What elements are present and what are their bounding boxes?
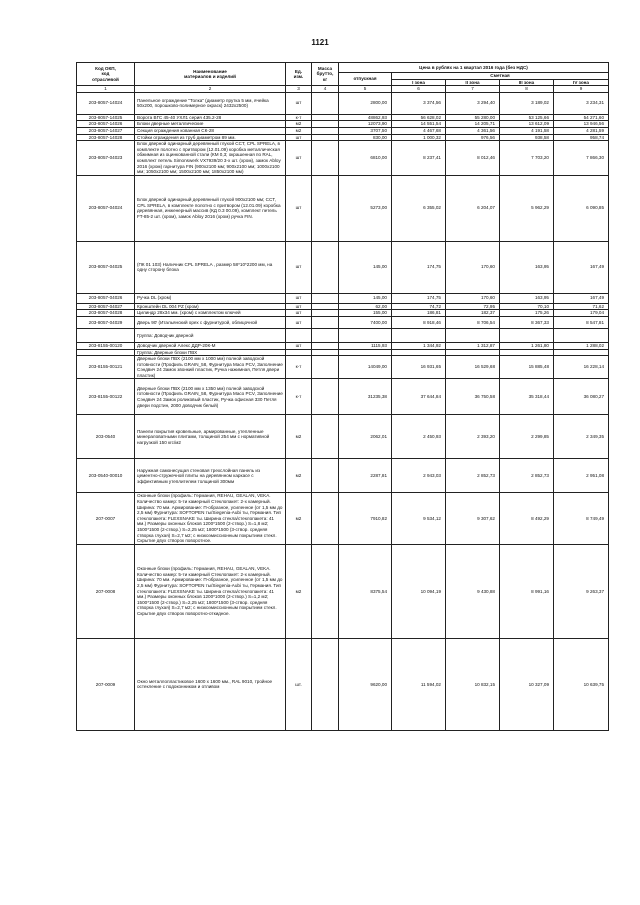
zone1-price-cell: 56 628,02 (392, 114, 446, 121)
name-cell: Блоки дверные металлические (135, 121, 286, 128)
table-row (77, 342, 609, 349)
zone4-price-cell (554, 328, 609, 342)
zone2-price-cell: 8 706,54 (446, 316, 500, 328)
name-cell: Ворота ВГС 45-40 УХЛ1 серия 435.2-28 (135, 114, 286, 121)
name-cell: Группа: Дверные блоки ПВХ (135, 349, 286, 356)
zone3-price-cell: 938,58 (500, 134, 554, 141)
header-code: Код ОКП, код отраслевой (77, 63, 135, 86)
zone2-price-cell: 1 312,87 (446, 342, 500, 349)
mass-cell (312, 328, 339, 342)
name-cell: Дверные блоки ПВХ (2100 мм х 1000 мм) полной заводской готовности (Профиль GRAIN_58, Фурнитура Maco PCV, Заполнение Сэндвич 24 Замок звонкий пластик, Ручка нажимная, Петля двери пластик) (135, 356, 286, 379)
name-cell: Блок дверной одинарный деревянный глухой CCT, CPL SPRELA, в комплекте полотно с притвором (12.01.09) коробка металлическая обжимная из оцинкованной стали (КМ 0,3; окрашенная по RAL, комплект петель Simonswerk VX7939/20 3-х шт. (хром), замок Abloy 2016 (хром) гарнитура FIN (900х2100 мм; 900х2100 мм; 1000х2100 мм; 1050х2100 мм; 1500х2100 мм; 1850х2100 мм) (135, 141, 286, 176)
release-price-cell: 31235,38 (339, 379, 392, 415)
zone4-price-cell: 10 639,75 (554, 638, 609, 730)
zone1-price-cell: 1 000,32 (392, 134, 446, 141)
table-row (77, 638, 609, 730)
release-price-cell: 7400,00 (339, 316, 392, 328)
unit-cell: к-т (286, 356, 312, 379)
code-cell: 203-8057-14027 (77, 127, 135, 134)
code-cell: 203-8057-04027 (77, 303, 135, 310)
header-unit: Ед. изм. (286, 63, 312, 86)
code-cell: 203-8057-04024 (77, 175, 135, 241)
zone1-price-cell: 2 943,03 (392, 459, 446, 493)
unit-cell: шт (286, 92, 312, 114)
zone3-price-cell: 5 962,29 (500, 175, 554, 241)
code-cell: 203-8155-00122 (77, 379, 135, 415)
unit-cell: м2 (286, 127, 312, 134)
zone1-price-cell: 8 918,46 (392, 316, 446, 328)
name-cell: Окно металлопластиковое 1600 х 1600 мм., RAL 9010, тройное остекление с подоконником и отливом (135, 638, 286, 730)
column-index: 4 (312, 86, 339, 93)
zone3-price-cell: 1 261,80 (500, 342, 554, 349)
unit-cell: к-т (286, 114, 312, 121)
zone2-price-cell: 16 529,68 (446, 356, 500, 379)
zone1-price-cell: 9 534,12 (392, 493, 446, 544)
name-cell: Доводчик дверной Алекс ДДР-20К-М (135, 342, 286, 349)
zone3-price-cell: 7 703,20 (500, 141, 554, 176)
page-number: 1121 (311, 38, 329, 47)
table-row (77, 241, 609, 293)
zone1-price-cell: 186,81 (392, 310, 446, 317)
table-row (77, 121, 609, 128)
zone1-price-cell: 3 374,56 (392, 92, 446, 114)
zone2-price-cell: 2 852,73 (446, 459, 500, 493)
release-price-cell: 7910,82 (339, 493, 392, 544)
zone3-price-cell: 163,95 (500, 241, 554, 293)
zone4-price-cell: 8 749,49 (554, 493, 609, 544)
unit-cell (286, 349, 312, 356)
zone4-price-cell: 167,49 (554, 293, 609, 303)
table-row (77, 379, 609, 415)
name-cell: Дверь 90' (Итальянский орех с фурнитурой, облицочной (135, 316, 286, 328)
name-cell: Оконные блоки (профиль: Германия, REHAU, GEALAN, VEKA. Количество камер: 5-ти камерный Стеклопакет: 2-х камерный. Ширина: 70 мм. Армирование: П-образное, усиленное (от 1,5 мм до 2,5 мм) Фурнитура: SOFTOPEN ты/Siegenia-Aubi ты, Германия. Тип стеклопакета: FLEXSNAKE ты. Ширина стекла/стеклопакета: 41 мм.) Размеры оконных блоков 1200*1500 (2-створ.) S=1,8 м2; 1500*1500 (2-створ.) S=2,25 м2; 1800*1500 (3-створ. средняя створка глухая) S=2,7 м2; с низкоэмиссионным покрытием стекл. Скрытие двух створок поворотное. (135, 493, 286, 544)
zone2-price-cell: 14 205,71 (446, 121, 500, 128)
zone1-price-cell: 4 467,68 (392, 127, 446, 134)
table-row (77, 303, 609, 310)
release-price-cell (339, 349, 392, 356)
zone3-price-cell: 8 991,16 (500, 544, 554, 638)
zone2-price-cell: 55 280,00 (446, 114, 500, 121)
mass-cell (312, 134, 339, 141)
zone1-price-cell (392, 349, 446, 356)
column-index: 9 (554, 86, 609, 93)
zone2-price-cell: 3 294,40 (446, 92, 500, 114)
code-cell: 203-8155-00121 (77, 356, 135, 379)
release-price-cell: 1115,93 (339, 342, 392, 349)
name-cell: Блок дверной одинарный деревянный глухой 900х2100 мм; CCT, CPL SPRELA, в комплекте полотно с притвором (12.01.09) коробка деревянная, инженерный массив (КД 0.3 00.09), комплект петель FT-85-2 шт. (хром), замок Abloy 2016 (хром) ручка FIN. (135, 175, 286, 241)
code-cell: 203-0540 (77, 415, 135, 459)
zone3-price-cell (500, 349, 554, 356)
header-estimate-price: Сметная (392, 73, 609, 80)
zone2-price-cell: 72,95 (446, 303, 500, 310)
column-index: 2 (135, 86, 286, 93)
name-cell: Дверные блоки ПВХ (2100 мм х 1350 мм) полной заводской готовности (Профиль GRAIN_58, Фурнитура Maco PCV, Заполнение Сэндвич 24 Замок роликовый пластик, Ручка офисная 330 Петля двери подстин, 2000 доводчик белый) (135, 379, 286, 415)
zone3-price-cell: 175,26 (500, 310, 554, 317)
unit-cell: к-т (286, 379, 312, 415)
zone1-price-cell: 2 450,93 (392, 415, 446, 459)
mass-cell (312, 459, 339, 493)
column-index-row (77, 86, 609, 93)
price-table (76, 62, 609, 731)
zone1-price-cell: 8 237,41 (392, 141, 446, 176)
table-row (77, 141, 609, 176)
zone4-price-cell: 167,49 (554, 241, 609, 293)
header-zone-2: II зона (446, 79, 500, 86)
unit-cell: м2 (286, 544, 312, 638)
column-index: 5 (339, 86, 392, 93)
release-price-cell: 5273,00 (339, 175, 392, 241)
release-price-cell: 62,00 (339, 303, 392, 310)
zone4-price-cell: 36 080,27 (554, 379, 609, 415)
mass-cell (312, 493, 339, 544)
zone3-price-cell: 2 299,85 (500, 415, 554, 459)
table-row (77, 356, 609, 379)
zone1-price-cell: 174,75 (392, 293, 446, 303)
table-row (77, 310, 609, 317)
zone3-price-cell: 8 367,33 (500, 316, 554, 328)
release-price-cell: 12073,90 (339, 121, 392, 128)
code-cell: 207-0009 (77, 638, 135, 730)
zone2-price-cell (446, 349, 500, 356)
release-price-cell: 145,00 (339, 293, 392, 303)
unit-cell: шт (286, 303, 312, 310)
zone4-price-cell: 958,74 (554, 134, 609, 141)
zone2-price-cell: 976,56 (446, 134, 500, 141)
unit-cell: м2 (286, 121, 312, 128)
code-cell: 203-8057-14028 (77, 134, 135, 141)
code-cell: 207-0007 (77, 493, 135, 544)
header-zone-1: I зона (392, 79, 446, 86)
table-row (77, 92, 609, 114)
header-mass: Масса брутто, кг (312, 63, 339, 86)
zone4-price-cell: 4 281,59 (554, 127, 609, 134)
mass-cell (312, 342, 339, 349)
zone4-price-cell (554, 349, 609, 356)
code-cell: 203-8057-04026 (77, 293, 135, 303)
mass-cell (312, 303, 339, 310)
mass-cell (312, 141, 339, 176)
code-cell: 203-8057-04028 (77, 310, 135, 317)
header-release-price: отпускная (339, 73, 392, 86)
table-row (77, 349, 609, 356)
mass-cell (312, 127, 339, 134)
code-cell: 203-8057-04029 (77, 316, 135, 328)
zone3-price-cell: 163,95 (500, 293, 554, 303)
header-zone-4: IV зона (554, 79, 609, 86)
zone4-price-cell: 16 228,14 (554, 356, 609, 379)
unit-cell (286, 328, 312, 342)
zone2-price-cell: 9 430,88 (446, 544, 500, 638)
zone4-price-cell: 71,62 (554, 303, 609, 310)
zone1-price-cell: 14 551,54 (392, 121, 446, 128)
zone1-price-cell (392, 328, 446, 342)
release-price-cell: 145,00 (339, 241, 392, 293)
table-row (77, 328, 609, 342)
zone4-price-cell: 1 288,02 (554, 342, 609, 349)
mass-cell (312, 114, 339, 121)
unit-cell: шт (286, 310, 312, 317)
name-cell: Стойки ограждения из труб диаметром 89 мм. (135, 134, 286, 141)
table-row (77, 415, 609, 459)
name-cell: Оконные блоки (профиль: Германия, REHAU, GEALAN, VEKA. Количество камер: 5-ти камерный Стеклопакет: 2-х камерный. Ширина: 70 мм. Армирование: П-образное, усиленное (от 1,5 мм до 2,5 мм) Фурнитура: SOFTOPEN ты/Siegenia-Aubi ты, Германия. Тип стеклопакета: FLEXSNAKE ты. Ширина стекла/стеклопакета: 41 мм.) Размеры оконных блоков 1200*1000 (2-створ.) S=1,2 м2; 1500*1500 (2-створ.) S=2,25 м2; 1800*1500 (3-створ. средняя створка глухая) S=2,7 м2; с низкоэмиссионным покрытием стекл. Скрытие двух створок поворотно-откидное. (135, 544, 286, 638)
zone4-price-cell: 179,04 (554, 310, 609, 317)
zone2-price-cell: 4 361,56 (446, 127, 500, 134)
code-cell (77, 349, 135, 356)
mass-cell (312, 121, 339, 128)
code-cell: 203-8057-04025 (77, 241, 135, 293)
zone2-price-cell: 170,60 (446, 293, 500, 303)
unit-cell: шт (286, 141, 312, 176)
zone4-price-cell: 13 946,56 (554, 121, 609, 128)
column-index: 7 (446, 86, 500, 93)
mass-cell (312, 415, 339, 459)
column-index: 3 (286, 86, 312, 93)
mass-cell (312, 349, 339, 356)
zone4-price-cell: 9 263,37 (554, 544, 609, 638)
zone3-price-cell: 35 318,44 (500, 379, 554, 415)
table-row (77, 459, 609, 493)
zone2-price-cell: 182,37 (446, 310, 500, 317)
code-cell: 203-8057-04023 (77, 141, 135, 176)
zone4-price-cell: 8 547,81 (554, 316, 609, 328)
table-row (77, 114, 609, 121)
unit-cell: м2 (286, 493, 312, 544)
code-cell (77, 328, 135, 342)
release-price-cell: 155,00 (339, 310, 392, 317)
unit-cell: шт (286, 316, 312, 328)
release-price-cell: 2800,00 (339, 92, 392, 114)
name-cell: Секция ограждения кованная СК-28 (135, 127, 286, 134)
name-cell: Кронштейн DL 004 PZ (хром) (135, 303, 286, 310)
name-cell: Цилиндр 28х34 мм. (хром) с комплектом ключей (135, 310, 286, 317)
release-price-cell: 2287,81 (339, 459, 392, 493)
unit-cell: шт (286, 342, 312, 349)
unit-cell: шт (286, 175, 312, 241)
zone1-price-cell: 10 094,19 (392, 544, 446, 638)
release-price-cell: 14049,00 (339, 356, 392, 379)
zone4-price-cell: 7 866,30 (554, 141, 609, 176)
header-zone-3: III зона (500, 79, 554, 86)
release-price-cell: 3707,50 (339, 127, 392, 134)
zone2-price-cell: 8 012,46 (446, 141, 500, 176)
zone2-price-cell: 9 307,62 (446, 493, 500, 544)
table-row (77, 316, 609, 328)
name-cell: Панели покрытия кровельные, армированные, утепленные минераловатными плитами, толщиной 254 мм с нормативной нагрузкой 150 кгс/м2 (135, 415, 286, 459)
mass-cell (312, 544, 339, 638)
table-row (77, 127, 609, 134)
zone1-price-cell: 6 355,02 (392, 175, 446, 241)
zone4-price-cell: 54 271,60 (554, 114, 609, 121)
zone4-price-cell: 3 234,31 (554, 92, 609, 114)
unit-cell: шт (286, 134, 312, 141)
release-price-cell: 6810,00 (339, 141, 392, 176)
code-cell: 203-8057-14026 (77, 121, 135, 128)
zone2-price-cell: 2 393,20 (446, 415, 500, 459)
zone4-price-cell: 2 951,08 (554, 459, 609, 493)
zone3-price-cell: 15 885,48 (500, 356, 554, 379)
code-cell: 207-0008 (77, 544, 135, 638)
name-cell: Группа: Доводчик дверной (135, 328, 286, 342)
zone3-price-cell (500, 328, 554, 342)
mass-cell (312, 293, 339, 303)
zone3-price-cell: 53 125,66 (500, 114, 554, 121)
zone4-price-cell: 6 090,85 (554, 175, 609, 241)
column-index: 6 (392, 86, 446, 93)
zone3-price-cell: 4 191,58 (500, 127, 554, 134)
table-row (77, 175, 609, 241)
name-cell: (ПК 01 103) Наличник CPL SPRELA , размер 58*10*2200 мм, на одну сторону блока (135, 241, 286, 293)
release-price-cell (339, 328, 392, 342)
code-cell: 203-8057-14024 (77, 92, 135, 114)
code-cell: 203-8155-00120 (77, 342, 135, 349)
zone1-price-cell: 174,75 (392, 241, 446, 293)
table-body (77, 92, 609, 730)
zone3-price-cell: 3 189,02 (500, 92, 554, 114)
release-price-cell: 9620,00 (339, 638, 392, 730)
header-name: Наименование материалов и изделий (135, 63, 286, 86)
table-row (77, 544, 609, 638)
column-index: 8 (500, 86, 554, 93)
zone2-price-cell: 36 750,58 (446, 379, 500, 415)
name-cell: Наружная самонесущая стеновая трехслойная панель из цементно-стружечной плиты на деревянном каркасе с эффективным утеплителем толщиной 300мм (135, 459, 286, 493)
release-price-cell: 48862,93 (339, 114, 392, 121)
zone1-price-cell: 1 344,92 (392, 342, 446, 349)
release-price-cell: 8375,54 (339, 544, 392, 638)
mass-cell (312, 175, 339, 241)
mass-cell (312, 316, 339, 328)
name-cell: Ручка DL (хром) (135, 293, 286, 303)
zone2-price-cell: 6 204,07 (446, 175, 500, 241)
release-price-cell: 2062,01 (339, 415, 392, 459)
zone3-price-cell: 13 612,09 (500, 121, 554, 128)
name-cell: Панельное ограждение "Толка" (диаметр прутка 5 мм, ячейка 50х200, порошково-полимерное окраск) 2432х2500) (135, 92, 286, 114)
mass-cell (312, 638, 339, 730)
zone3-price-cell: 8 492,29 (500, 493, 554, 544)
zone2-price-cell (446, 328, 500, 342)
zone1-price-cell: 16 931,65 (392, 356, 446, 379)
mass-cell (312, 92, 339, 114)
unit-cell: шт (286, 293, 312, 303)
release-price-cell: 830,00 (339, 134, 392, 141)
zone2-price-cell: 170,60 (446, 241, 500, 293)
table-row (77, 134, 609, 141)
zone3-price-cell: 10 327,09 (500, 638, 554, 730)
unit-cell: шт (286, 241, 312, 293)
unit-cell: м2 (286, 459, 312, 493)
zone2-price-cell: 10 832,15 (446, 638, 500, 730)
zone3-price-cell: 70,10 (500, 303, 554, 310)
unit-cell: шт. (286, 638, 312, 730)
mass-cell (312, 356, 339, 379)
column-index: 1 (77, 86, 135, 93)
table-row (77, 493, 609, 544)
header-price-group: Цена в рублях на 1 квартал 2016 года (без НДС) (339, 63, 609, 73)
mass-cell (312, 310, 339, 317)
zone1-price-cell: 11 594,02 (392, 638, 446, 730)
zone1-price-cell: 37 644,84 (392, 379, 446, 415)
mass-cell (312, 241, 339, 293)
zone3-price-cell: 2 852,73 (500, 459, 554, 493)
code-cell: 203-0540-00010 (77, 459, 135, 493)
code-cell: 203-8057-14025 (77, 114, 135, 121)
zone4-price-cell: 2 349,35 (554, 415, 609, 459)
zone1-price-cell: 74,72 (392, 303, 446, 310)
unit-cell: м2 (286, 415, 312, 459)
table-row (77, 293, 609, 303)
mass-cell (312, 379, 339, 415)
